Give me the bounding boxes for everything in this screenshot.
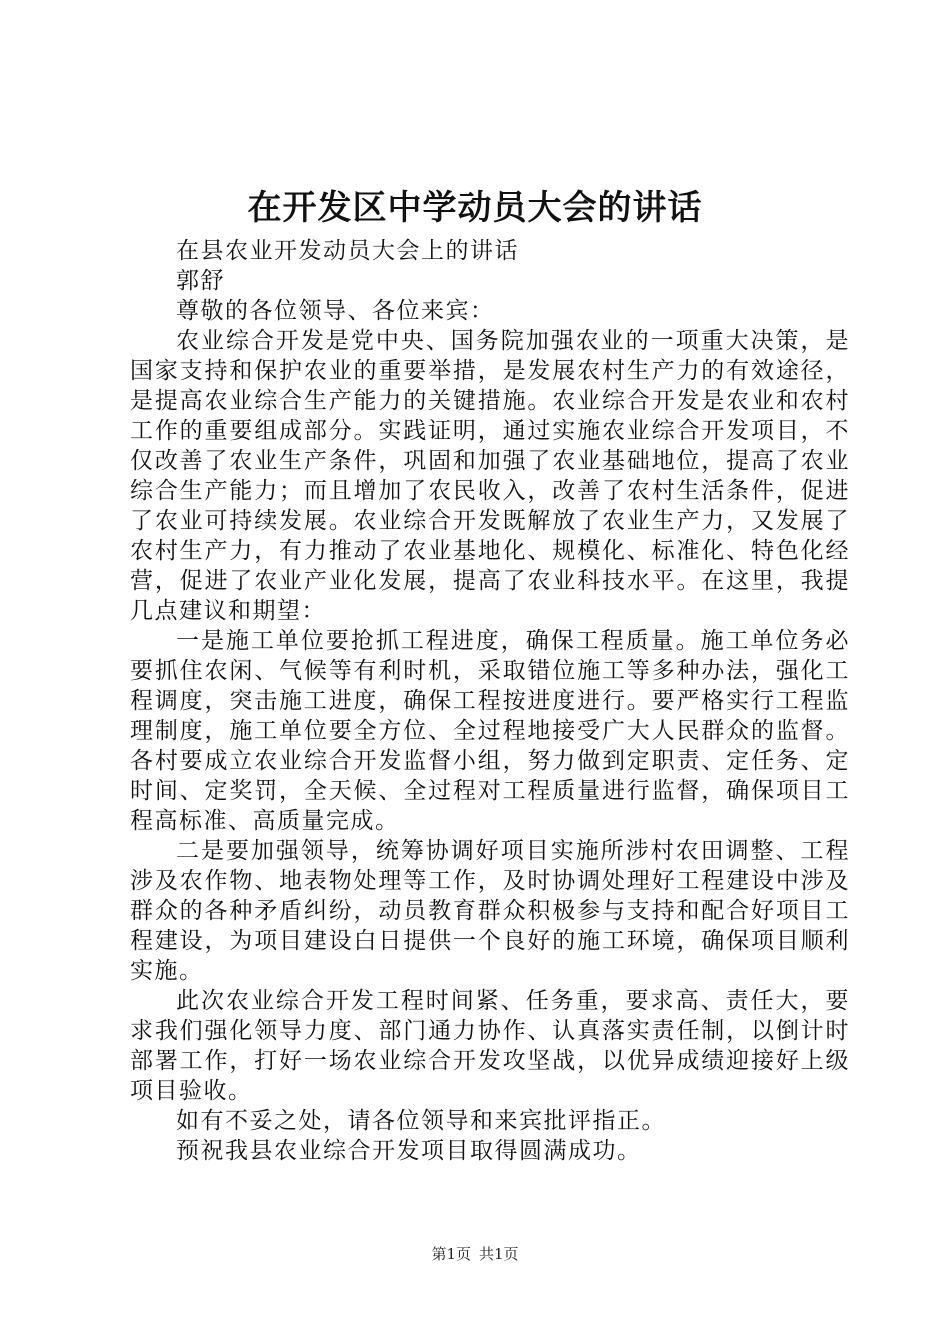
speech-heading: 在县农业开发动员大会上的讲话 [176, 238, 519, 264]
salutation: 尊敬的各位领导、各位来宾： [176, 298, 495, 324]
paragraph-wish: 预祝我县农业综合开发项目取得圆满成功。 [176, 1138, 642, 1164]
paragraph-point-one: 一是施工单位要抢抓工程进度，确保工程质量。施工单位务必要抓住农闲、气候等有利时机，采取错位施工等多种办法，强化工程调度，突击施工进度，确保工程按进度进行。要严格实行工程监理制度，施工单位要全方位、全过程地接受广大人民群众的监督。各村要成立农业综合开发监督小组，努力做到定职责、定任务、定时间、定奖罚，全天候、全过程对工程质量进行监督，确保项目工程高标准、高质量完成。 [130, 628, 850, 834]
paragraph-closing: 如有不妥之处，请各位领导和来宾批评指正。 [176, 1108, 666, 1134]
paragraph-intro: 农业综合开发是党中央、国务院加强农业的一项重大决策，是国家支持和保护农业的重要举措，是发展农村生产力的有效途径，是提高农业综合生产能力的关键措施。农业综合开发是农业和农村工作的重要组成部分。实践证明，通过实施农业综合开发项目，不仅改善了农业生产条件，巩固和加强了农业基础地位，提高了农业综合生产能力；而且增加了农民收入，改善了农村生活条件，促进了农业可持续发展。农业综合开发既解放了农业生产力，又发展了农村生产力，有力推动了农业基地化、规模化、标准化、特色化经营，促进了农业产业化发展，提高了农业科技水平。在这里，我提几点建议和期望： [130, 328, 850, 624]
page-number-current: 第1页 [431, 1245, 471, 1263]
document-title: 在开发区中学动员大会的讲话 [247, 188, 703, 228]
speaker-name: 郭舒 [176, 268, 225, 294]
paragraph-summary: 此次农业综合开发工程时间紧、任务重，要求高、责任大，要求我们强化领导力度、部门通力协作、认真落实责任制，以倒计时部署工作，打好一场农业综合开发攻坚战，以优异成绩迎接好上级项目验收。 [130, 988, 850, 1104]
page-number-total: 共1页 [479, 1245, 519, 1263]
document-body [130, 236, 850, 1166]
paragraph-point-two: 二是要加强领导，统筹协调好项目实施所涉村农田调整、工程涉及农作物、地表物处理等工作，及时协调处理好工程建设中涉及群众的各种矛盾纠纷，动员教育群众积极参与支持和配合好项目工程建设，为项目建设白日提供一个良好的施工环境，确保项目顺利实施。 [130, 838, 850, 984]
page-footer [0, 1244, 950, 1264]
